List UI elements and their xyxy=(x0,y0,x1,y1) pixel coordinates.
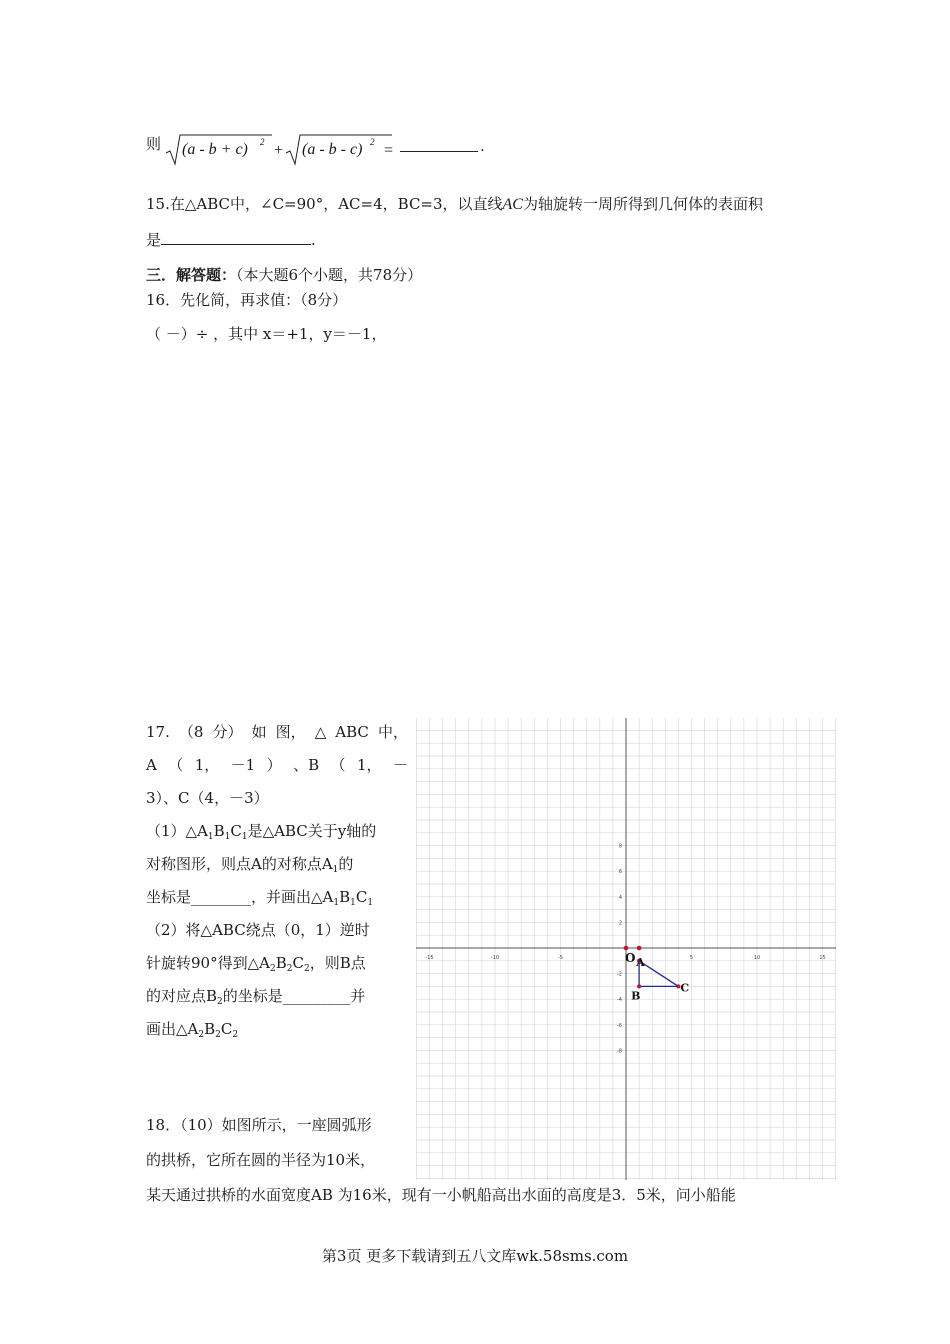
q17-l4s3: 1 xyxy=(241,832,248,842)
q17-l8c: C xyxy=(292,954,304,972)
q17-l6a: 坐标是________，并画出△A xyxy=(146,888,334,906)
q17-l6s2: 1 xyxy=(350,898,356,908)
q17-line1-token: 如 xyxy=(251,723,267,741)
q17-l6b: B xyxy=(339,888,351,906)
q15-line2 xyxy=(146,230,316,250)
q17-l10b: B xyxy=(204,1020,216,1038)
q17-line2-token: 、B xyxy=(293,756,320,774)
q16-title: 16．先化简，再求值：（8分） xyxy=(146,291,348,309)
q17-line5 xyxy=(146,848,408,881)
q17-l6s3: 1 xyxy=(367,898,374,908)
q15-text-a: 15.在△ABC中， xyxy=(146,195,261,213)
section3-heading xyxy=(146,265,422,285)
q17-line1-token: 中， xyxy=(377,723,408,741)
q14-equals: = xyxy=(384,142,394,159)
section3-note: （本大题6个小题，共78分） xyxy=(236,266,423,284)
q17-l8a: 针旋转90°得到△A xyxy=(146,954,270,972)
q14-prefix: 则 xyxy=(146,135,162,153)
q17-l10s1: 2 xyxy=(198,1030,205,1040)
vertex-point-b xyxy=(637,984,641,988)
x-tick-label: 5 xyxy=(689,955,694,961)
q15-axis: AC xyxy=(502,196,523,213)
q16-expression: （ －）÷ ，其中 x＝+1，y＝－1， xyxy=(146,325,387,343)
x-tick-label: 15 xyxy=(819,955,826,961)
q14-exp1: 2 xyxy=(260,137,265,147)
section3-title: 三．解答题： xyxy=(146,266,237,284)
vertex-label-c: C xyxy=(680,981,690,995)
q17-line2-token: 1， xyxy=(356,756,382,774)
q18-line1: 18．（10）如图所示，一座圆弧形 xyxy=(146,1116,372,1134)
q17-line2-token: －1 xyxy=(230,756,256,774)
q17-line2-token: （ xyxy=(168,756,184,774)
axis-point xyxy=(624,946,629,951)
q17-l4s2: 1 xyxy=(224,832,231,842)
q17-line2-token: （ xyxy=(330,756,346,774)
y-tick-label: 6 xyxy=(618,869,622,876)
q14-plus: + xyxy=(274,142,284,159)
q17-l8s1: 2 xyxy=(269,964,276,974)
origin-label: O xyxy=(625,951,636,965)
x-tick-label: -10 xyxy=(490,955,500,961)
q14-answer-blank xyxy=(400,137,478,152)
q14-term2: (a - b - c) xyxy=(302,141,363,158)
q17-l5a: 对称图形，则点A的对称点A xyxy=(146,855,333,873)
q17-line4 xyxy=(146,815,408,848)
y-tick-label: 2 xyxy=(618,920,622,927)
q14-term1: (a - b + c) xyxy=(182,141,248,158)
q17-l4a: （1）△A xyxy=(146,822,208,840)
q17-l4c: C xyxy=(230,822,242,840)
q14-exp2: 2 xyxy=(370,137,375,147)
vertex-label-b: B xyxy=(631,989,641,1003)
q15-bc: BC=3，以直线 xyxy=(397,195,503,213)
q17-l5s: 1 xyxy=(332,865,339,875)
q17-line2-token: ） xyxy=(266,756,282,774)
q17-l4s1: 1 xyxy=(207,832,214,842)
q15-end: . xyxy=(311,231,316,249)
q18-line3: 某天通过拱桥的水面宽度AB 为16米，现有一小帆船高出水面的高度是3．5米，问小船能 xyxy=(146,1186,736,1204)
q15-answer-blank xyxy=(161,230,311,245)
axis-point xyxy=(637,946,642,951)
q17-line8 xyxy=(146,947,408,980)
q17-line1-token: 分） xyxy=(212,723,243,741)
vertex-label-a: A xyxy=(636,955,645,969)
q17-l4d: 是△ABC关于y轴的 xyxy=(247,822,377,840)
q15-angle: ∠C=90°， xyxy=(260,195,339,213)
q15-text-f: 为轴旋转一周所得到几何体的表面积 xyxy=(522,195,763,213)
y-tick-label: 8 xyxy=(618,843,622,850)
q17-l9s: 2 xyxy=(217,997,223,1007)
q17-line2-token: － xyxy=(392,756,408,774)
q17-line1-token: 17. xyxy=(146,723,170,741)
q17-l8b: B xyxy=(275,954,287,972)
q17-line1-token: △ xyxy=(314,723,327,741)
x-tick-label: 10 xyxy=(753,955,761,961)
q17-l8s2: 2 xyxy=(286,964,293,974)
q17-line7: （2）将△ABC绕点（0，1）逆时 xyxy=(146,921,370,939)
y-tick-label: -8 xyxy=(617,1048,622,1055)
y-tick-label: -4 xyxy=(617,997,622,1004)
x-tick-label: -15 xyxy=(425,955,434,961)
q17-l10a: 画出△A xyxy=(146,1020,199,1038)
y-tick-label: 4 xyxy=(618,894,622,901)
q17-line1 xyxy=(146,716,408,749)
q14-expression xyxy=(146,131,546,171)
q15-prefix: 是 xyxy=(146,231,162,249)
q18-line2: 的拱桥，它所在圆的半径为10米， xyxy=(146,1151,376,1169)
q17-line9 xyxy=(146,980,408,1013)
y-tick-label: -2 xyxy=(617,971,622,978)
q17-line1-token: （8 xyxy=(178,723,204,741)
q17-l10s2: 2 xyxy=(215,1030,221,1040)
q17-l9a: 的对应点B xyxy=(146,987,218,1005)
q17-line3: 3）、C（4，－3） xyxy=(146,789,269,807)
q14-end: . xyxy=(480,137,485,155)
q17-text xyxy=(146,716,408,1046)
q17-line10 xyxy=(146,1013,408,1046)
q17-l9b: 的坐标是_________并 xyxy=(222,987,366,1005)
q17-l8d: ，则B点 xyxy=(309,954,366,972)
q17-line1-token: 图， xyxy=(275,723,306,741)
q15-line1 xyxy=(146,194,763,215)
q17-line1-token: ABC xyxy=(335,723,369,741)
q15-ac: AC=4， xyxy=(338,195,398,213)
page-footer: 第3页 更多下载请到五八文库wk.58sms.com xyxy=(321,1247,629,1265)
q17-l6c: C xyxy=(355,888,368,906)
q17-line6 xyxy=(146,881,408,914)
q17-line2-token: 1， xyxy=(194,756,220,774)
q17-line2 xyxy=(146,749,408,782)
q17-l10c: C xyxy=(220,1020,233,1038)
q17-l5b: 的 xyxy=(338,855,354,873)
q17-l6s1: 1 xyxy=(333,898,340,908)
coordinate-graph xyxy=(416,718,836,1180)
q17-l8s3: 2 xyxy=(303,964,310,974)
y-tick-label: -6 xyxy=(617,1022,622,1029)
x-tick-label: -5 xyxy=(558,955,563,961)
q17-l4b: B xyxy=(213,822,225,840)
q17-line2-token: A xyxy=(146,756,157,774)
q17-l10s3: 2 xyxy=(232,1030,239,1040)
